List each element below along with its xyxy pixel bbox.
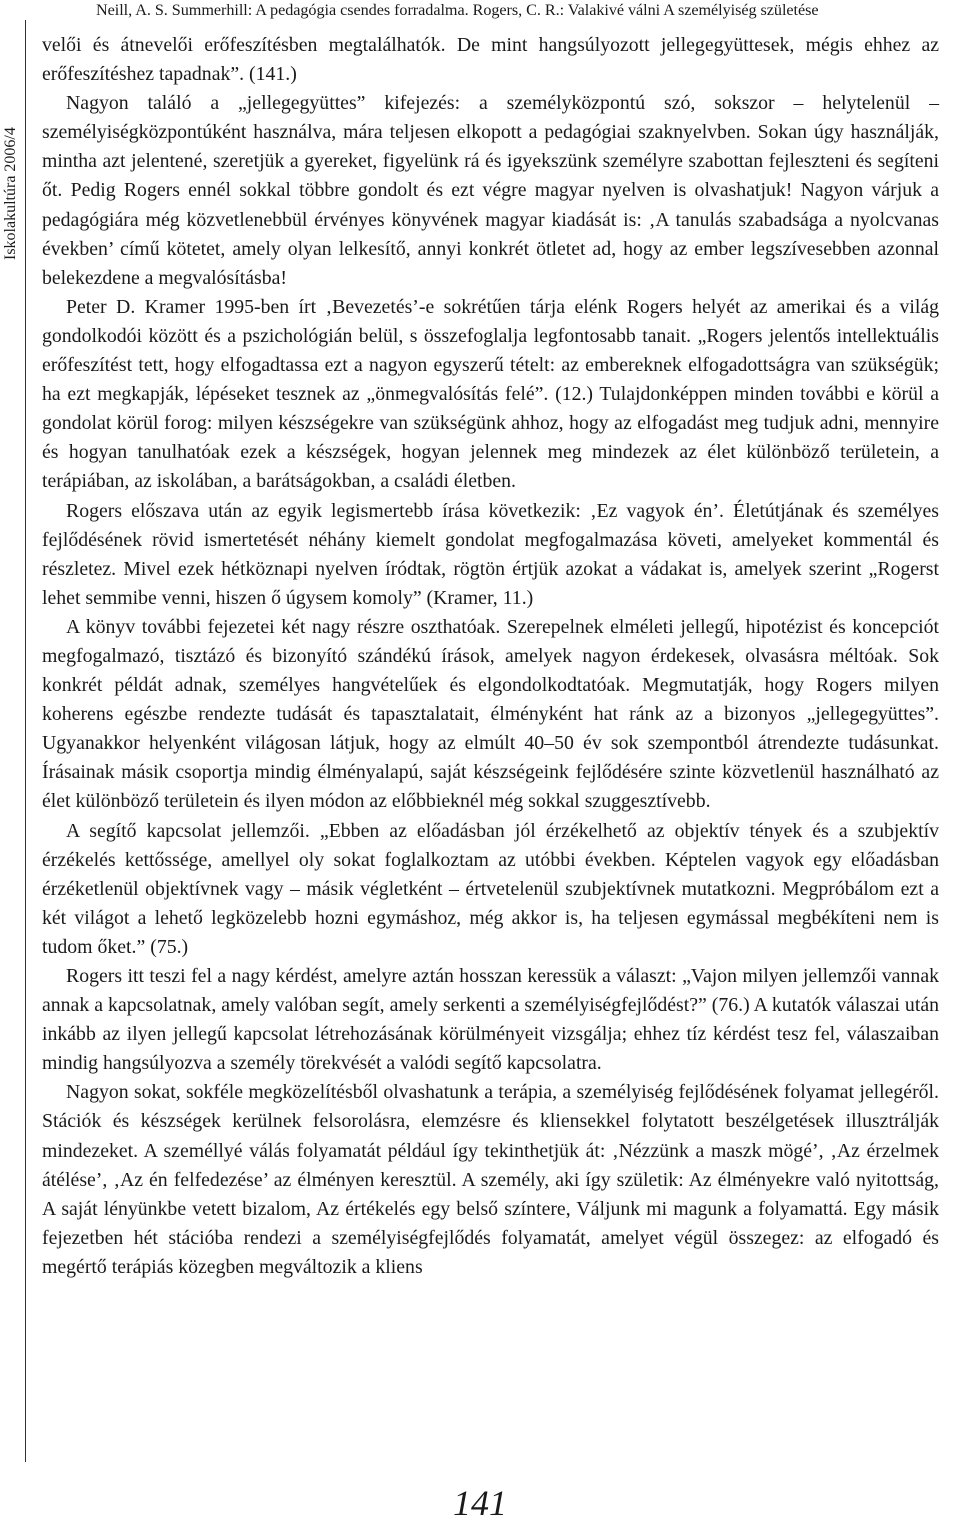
article-body — [42, 31, 939, 1282]
paragraph: Nagyon találó a „jellegegyüttes” kifejezés: a személyközpontú szó, sokszor – helytelenül – személyiségközpontúként használva, mára teljesen elkopott a pedagógiai szaknyelvben. Sokan úgy használják, mintha azt jelentené, szeretjük a gyereket, figyelünk rá és igyekszünk személyre szabottan fejleszteni és segíteni őt. Pedig Rogers ennél sokkal többre gondolt és ezt végre magyar nyelven is olvashatjuk! Nagyon várjuk a pedagógiára még közvetlenebbül érvényes könyvének magyar kiadását is: ‚A tanulás szabadsága a nyolcvanas években’ című kötetet, amely olyan lelkesítő, annyi konkrét ötletet ad, hogy az ember legszívesebben azonnal belekezdene a megvalósításba! — [42, 92, 939, 289]
journal-side-label — [0, 20, 22, 1460]
page-number: 141 — [453, 1483, 507, 1523]
paragraph: Rogers itt teszi fel a nagy kérdést, amelyre aztán hosszan keressük a választ: „Vajon milyen jellemzői vannak annak a kapcsolatnak, amely valóban segít, amely serkenti a személyiségfejlődést?” (76.) A kutatók válaszai után inkább az ilyen jellegű kapcsolat létrehozásának körülményeit vizsgálja; ehhez tíz kérdést tesz fel, válaszaiban mindig hangsúlyozva a személy törekvését a valódi segítő kapcsolatra. — [42, 965, 939, 1075]
paragraph: Peter D. Kramer 1995-ben írt ‚Bevezetés’-e sokrétűen tárja elénk Rogers helyét az amerikai és a világ gondolkodói között és a pszichológián belül, s összefoglalja legfontosabb tanait. „Rogers jelentős intellektuális erőfeszítést tett, hogy elfogadtassa ezt a nagyon egyszerű tételt: az embereknek elfogadottságra van szükségük; ha ezt megkapják, lépéseket tesznek az „önmegvalósítás felé”. (12.) Tulajdonképpen minden további e körül a gondolat körül forog: milyen készségekre van szükségünk ahhoz, hogy az elfogadást meg tudjuk adni, mennyire és hogyan tanulhatóak ezek a készségek, hogyan jelennek meg mindezek az élet különböző területein, a terápiában, az iskolában, a barátságokban, a családi életben. — [42, 295, 939, 493]
paragraph-continued: velői és átnevelői erőfeszítésben megtalálhatók. De mint hangsúlyozott jellegegyüttesek, mégis ehhez az erőfeszítéshez tapadnak”. (141.) — [42, 34, 939, 86]
side-rule-divider — [25, 20, 26, 1462]
running-head: Neill, A. S. Summerhill: A pedagógia csendes forradalma. Rogers, C. R.: Valakivé válni A személyiség születése — [96, 1, 819, 19]
paragraph: Rogers előszava után az egyik legismertebb írása következik: ‚Ez vagyok én’. Életútjának és személyes fejlődésének rövid ismertetését néhány kiemelt gondolat megfogalmazása követi, amelyeket kommentál és részletez. Mivel ezek hétköznapi nyelven íródtak, rögtön értjük azokat a vádakat is, amelyek szerint „Rogerst lehet semmibe venni, hiszen ő úgysem komoly” (Kramer, 11.) — [42, 499, 939, 609]
paragraph: Nagyon sokat, sokféle megközelítésből olvashatunk a terápia, a személyiség fejlődésének folyamat jellegéről. Stációk és készségek kerülnek felsorolásra, elemzésre és kliensekkel folytatott beszélgetések illusztrálják mindezeket. A személlyé válás folyamatát például így tekinthetjük át: ‚Nézzünk a maszk mögé’, ‚Az érzelmek átélése’, ‚Az én felfedezése’ az élményen keresztül. A személy, aki így születik: Az élményekre való nyitottság, A saját lényünkbe vetett bizalom, Az értékelés egy belső színtere, Váljunk mi magunk a folyamattá. Egy másik fejezetben hét stációba rendezi a személyiségfejlődés folyamatát, amelyet végül összegez: az elfogadó és megértő terápiás közegben megváltozik a kliens — [42, 1081, 939, 1278]
journal-label-text: Iskolakultúra 2006/4 — [2, 127, 19, 260]
paragraph: A könyv további fejezetei két nagy részre oszthatóak. Szerepelnek elméleti jellegű, hipotézist és koncepciót megfogalmazó, tisztázó és bizonyító szándékú írások, amelyek nagyon érdekesek, olvasásra méltóak. Sok konkrét példát adnak, személyes hangvételűek és elgondolkodtatóak. Megmutatják, hogy Rogers milyen koherens egészbe rendezte tudását és tapasztalatait, élményként hat ránk az a bizonyos „jellegegyüttes”. Ugyanakkor helyenként világosan látjuk, hogy az elmúlt 40–50 év sok szempontból átrendezte tudásunkat. Írásainak másik csoportja mindig élményalapú, saját készségeink fejlődésére szinte közvetlenül használható az élet különböző területein és ilyen módon az előbbieknél még sokkal szuggesztívebb. — [42, 615, 939, 813]
paragraph: A segítő kapcsolat jellemzői. „Ebben az előadásban jól érzékelhető az objektív tények és a szubjektív érzékelés kettőssége, amellyel oly sokat foglalkoztam az utóbbi években. Képtelen vagyok egy előadásban érzéketlenül objektívnek vagy – másik végletként – értvetelenül szubjektívnek mutatkozni. Megpróbálom ezt a két világot a lehető legközelebb hozni egymáshoz, még akkor is, ha teljesen egymással megbékíteni nem is tudom őket.” (75.) — [42, 819, 939, 958]
